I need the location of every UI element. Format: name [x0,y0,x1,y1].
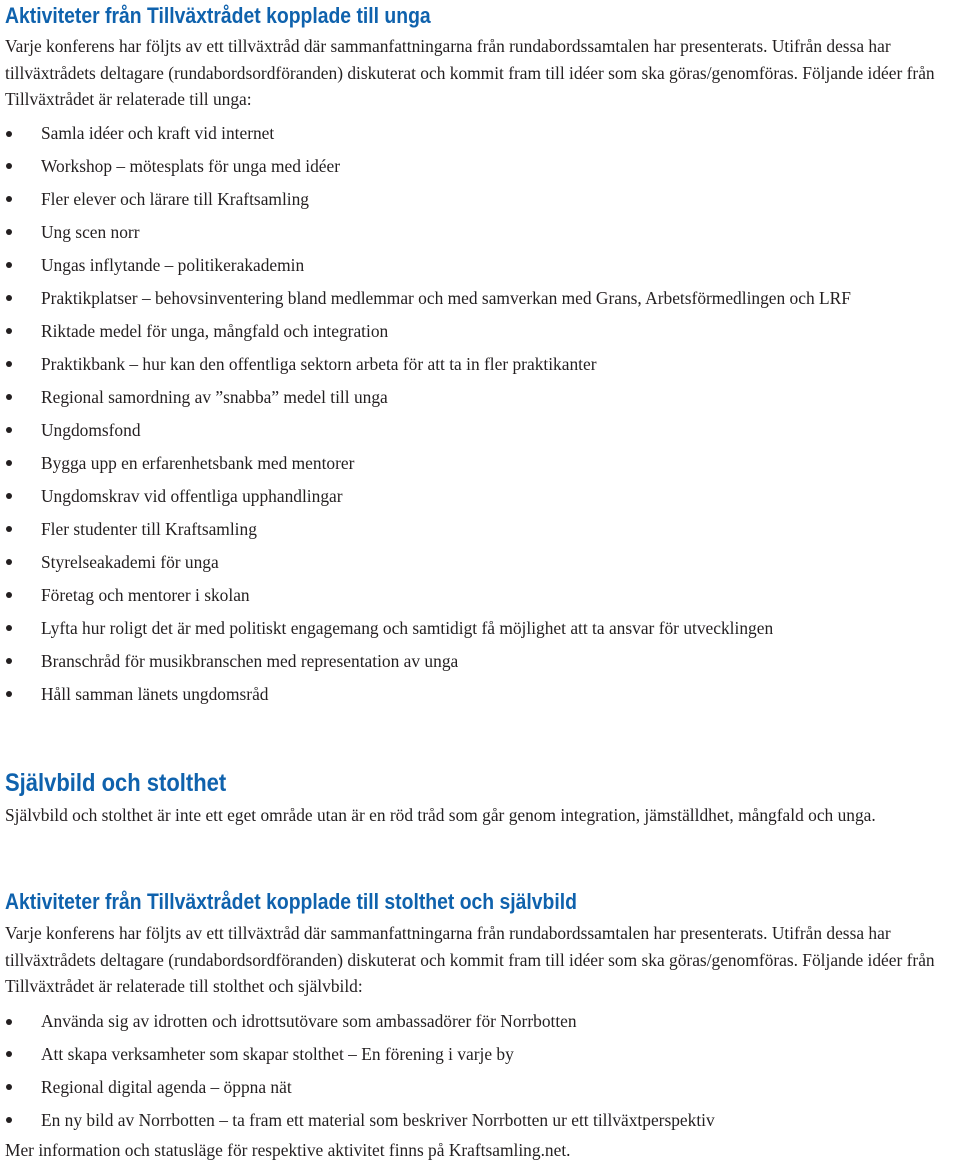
section-heading-stolthet: Aktiviteter från Tillväxtrådet kopplade till stolthet och självbild [5,889,577,914]
list-item [0,120,958,147]
bullet-icon [6,493,12,499]
bullet-icon [6,394,12,400]
list-item [0,648,958,675]
list-item [0,615,958,642]
bullet-icon [6,361,12,367]
list-item-text: Bygga upp en erfarenhetsbank med mentorer [41,452,355,473]
list-item [0,1107,958,1134]
list-item [0,483,958,510]
bullet-icon [6,163,12,169]
bullet-icon [6,196,12,202]
bullet-icon [6,691,12,697]
list-item-text: Regional digital agenda – öppna nät [41,1076,292,1097]
list-item-text: Ungdomskrav vid offentliga upphandlingar [41,485,343,506]
list-item-text: Workshop – mötesplats för unga med idéer [41,155,341,176]
bullet-icon [6,229,12,235]
list-item-text: Styrelseakademi för unga [41,551,219,572]
list-item-text: Fler studenter till Kraftsamling [41,518,257,539]
list-item [0,516,958,543]
bullet-icon [6,328,12,334]
list-item [0,450,958,477]
bullet-icon [6,1051,12,1057]
list-item-text: Riktade medel för unga, mångfald och integration [41,320,389,341]
list-item-text: Ungdomsfond [41,419,141,440]
list-item-text: Fler elever och lärare till Kraftsamling [41,188,309,209]
section-heading-unga: Aktiviteter från Tillväxtrådet kopplade till unga [5,3,431,28]
idea-list-stolthet [0,1008,958,1140]
list-item-text: Håll samman länets ungdomsråd [41,683,269,704]
bullet-icon [6,526,12,532]
list-item-text: Praktikplatser – behovsinventering bland medlemmar och med samverkan med Grans, Arbetsförmedlingen och LRF [41,287,851,308]
list-item-text: Regional samordning av ”snabba” medel till unga [41,386,388,407]
idea-list-unga [0,120,958,714]
section-body-sjalvbild: Självbild och stolthet är inte ett eget område utan är en röd tråd som går genom integration, jämställdhet, mångfald och unga. [5,805,876,825]
list-item [0,1041,958,1068]
list-item [0,153,958,180]
list-item-text: Lyfta hur roligt det är med politiskt engagemang och samtidigt få möjlighet att ta ansvar för utvecklingen [41,617,774,638]
section-heading-sjalvbild: Självbild och stolthet [5,769,227,797]
list-item [0,285,958,312]
list-item-text: Företag och mentorer i skolan [41,584,250,605]
list-item [0,351,958,378]
list-item-text: Använda sig av idrotten och idrottsutövare som ambassadörer för Norrbotten [41,1011,577,1031]
list-item [0,219,958,246]
list-item-text: Samla idéer och kraft vid internet [41,123,275,143]
bullet-icon [6,625,12,631]
list-item [0,681,958,708]
footer-note: Mer information och statusläge för respektive aktivitet finns på Kraftsamling.net. [5,1140,571,1160]
bullet-icon [6,592,12,598]
list-item-text: Att skapa verksamheter som skapar stolthet – En förening i varje by [41,1043,514,1064]
section-intro-unga: Varje konferens har följts av ett tillväxtråd där sammanfattningarna från rundabordssamtalen har presenterats. Utifrån dessa har tillväxtrådets deltagare (rundabordsordföranden) diskuterat och kommit fram till idéer som ska göras/genomföras. Följande idéer från Tillväxtrådet är relaterade till unga: [5,36,935,110]
list-item [0,1074,958,1101]
bullet-icon [6,460,12,466]
bullet-icon [6,295,12,301]
list-item [0,417,958,444]
bullet-icon [6,559,12,565]
section-intro-stolthet: Varje konferens har följts av ett tillväxtråd där sammanfattningarna från rundabordssamtalen har presenterats. Utifrån dessa har tillväxtrådets deltagare (rundabordsordföranden) diskuterat och kommit fram till idéer som ska göras/genomföras. Följande idéer från Tillväxtrådet är relaterade till stolthet och självbild: [5,923,935,997]
bullet-icon [6,262,12,268]
bullet-icon [6,658,12,664]
list-item [0,582,958,609]
list-item-text: Ung scen norr [41,221,140,242]
list-item [0,549,958,576]
list-item [0,318,958,345]
list-item [0,384,958,411]
bullet-icon [6,1019,12,1025]
bullet-icon [6,131,12,137]
list-item-text: Ungas inflytande – politikerakademin [41,254,305,275]
list-item-text: Praktikbank – hur kan den offentliga sektorn arbeta för att ta in fler praktikanter [41,353,597,374]
list-item-text: Branschråd för musikbranschen med representation av unga [41,650,459,671]
bullet-icon [6,1084,12,1090]
list-item [0,1008,958,1035]
bullet-icon [6,1117,12,1123]
list-item [0,186,958,213]
list-item [0,252,958,279]
bullet-icon [6,427,12,433]
list-item-text: En ny bild av Norrbotten – ta fram ett material som beskriver Norrbotten ur ett tillväxtperspektiv [41,1109,715,1130]
